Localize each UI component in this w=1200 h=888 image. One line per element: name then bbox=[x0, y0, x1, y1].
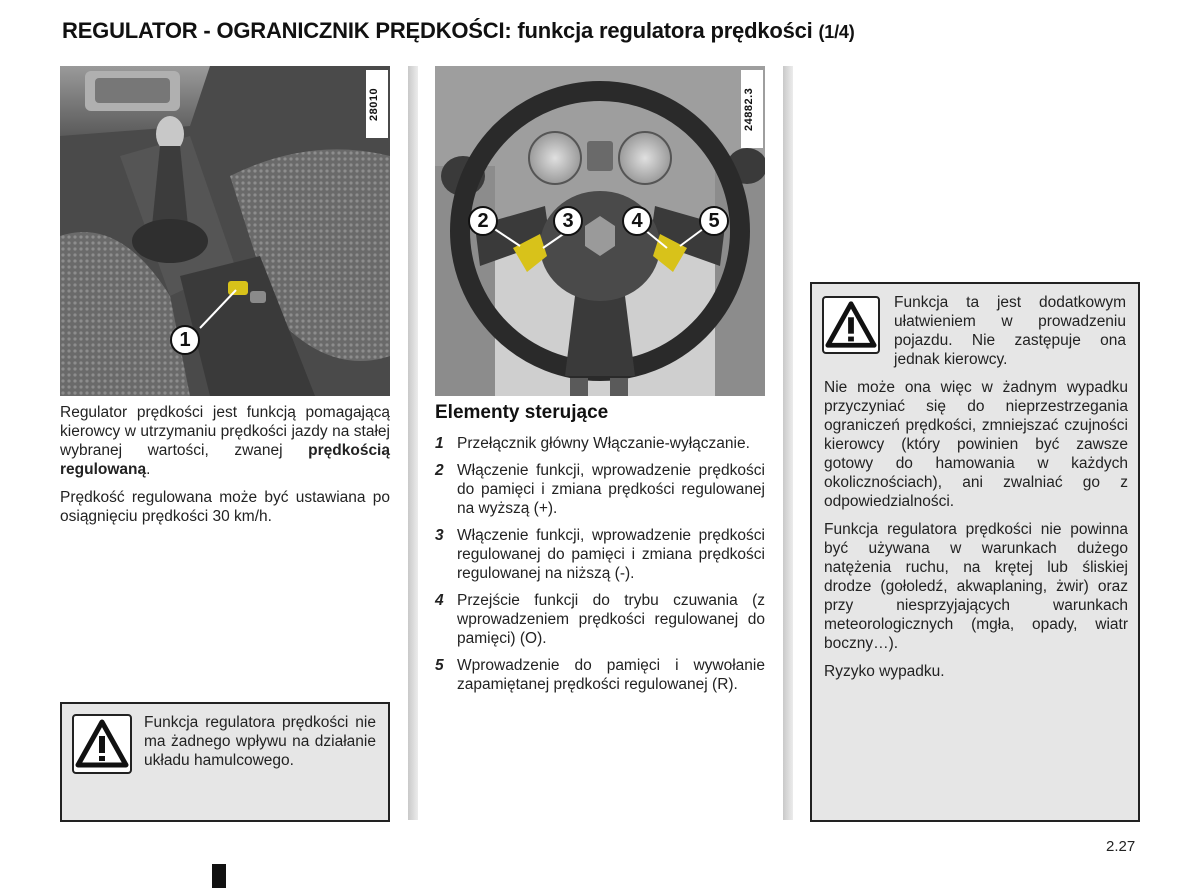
warning-paragraph: Funkcja regulatora prędkości nie powinna być używana w warunkach dużego natężenia ruchu, na krętej lub śliskiej drodze (gołoledź, akwaplaning, żwir) oraz przy niesprzyjających warunkach meteorologicznych (mgła, opady, wiatr boczny…). bbox=[824, 521, 1128, 652]
callout-2: 2 bbox=[468, 206, 498, 236]
figure-reference-code: 24882.3 bbox=[741, 70, 763, 148]
list-item bbox=[435, 656, 765, 694]
console-photo bbox=[60, 66, 390, 396]
intro-text: Regulator prędkości jest funkcją pomagającą kierowcy w utrzymaniu prędkości jazdy na stałej wybranej wartości, zwanej bbox=[60, 404, 390, 459]
column-separator bbox=[408, 66, 418, 820]
list-item bbox=[435, 591, 765, 648]
item-number: 1 bbox=[435, 435, 444, 452]
callout-3: 3 bbox=[553, 206, 583, 236]
title-main: REGULATOR - OGRANICZNIK PRĘDKOŚCI: bbox=[62, 18, 512, 43]
figure-reference-code: 28010 bbox=[366, 70, 388, 138]
intro-bold-term: prędkością regulowaną bbox=[60, 442, 390, 478]
page-title bbox=[62, 18, 1162, 44]
controls-heading: Elementy sterujące bbox=[435, 402, 609, 423]
warning-box-brakes bbox=[60, 702, 390, 822]
item-number: 2 bbox=[435, 462, 444, 479]
warning-box-driver-responsibility bbox=[810, 282, 1140, 822]
footer-marker bbox=[212, 864, 226, 888]
warning-paragraph: Ryzyko wypadku. bbox=[824, 663, 945, 680]
list-item bbox=[435, 461, 765, 518]
list-item bbox=[435, 434, 765, 453]
warning-text: Funkcja regulatora prędkości nie ma żadnego wpływu na działanie układu hamulcowego. bbox=[144, 714, 376, 769]
item-text: Włączenie funkcji, wprowadzenie prędkości do pamięci i zmiana prędkości regulowanej na wyższą (+). bbox=[457, 462, 765, 517]
item-text: Przełącznik główny Włączanie-wyłączanie. bbox=[457, 435, 750, 452]
title-page-indicator: (1/4) bbox=[818, 22, 855, 42]
item-text: Wprowadzenie do pamięci i wywołanie zapamiętanej prędkości regulowanej (R). bbox=[457, 657, 765, 693]
item-text: Przejście funkcji do trybu czuwania (z wprowadzeniem prędkości regulowanej do pamięci) (O). bbox=[457, 592, 765, 647]
item-text: Włączenie funkcji, wprowadzenie prędkości regulowanej do pamięci i zmiana prędkości regulowanej na niższą (-). bbox=[457, 527, 765, 582]
intro-paragraph-2: Prędkość regulowana może być ustawiana po osiągnięciu prędkości 30 km/h. bbox=[60, 489, 390, 525]
column-separator bbox=[783, 66, 793, 820]
warning-triangle-icon bbox=[72, 714, 132, 774]
warning-intro-text: Funkcja ta jest dodatkowym ułatwieniem w prowadzeniu pojazdu. Nie zastępuje ona jednak kierowcy. bbox=[894, 294, 1126, 368]
intro-paragraph-1 bbox=[60, 403, 390, 479]
callout-1: 1 bbox=[170, 325, 200, 355]
warning-triangle-icon bbox=[822, 296, 880, 354]
warning-paragraph: Nie może ona więc w żadnym wypadku przyczyniać się do nieprzestrzegania ograniczeń prędkości, zmniejszać czujności kierowcy (który powinien być zawsze gotowy do hamowania w każdych okolicznościach), ani zwalniać go z odpowiedzialności. bbox=[824, 379, 1128, 510]
title-sub: funkcja regulatora prędkości bbox=[517, 18, 813, 43]
callout-5: 5 bbox=[699, 206, 729, 236]
item-number: 5 bbox=[435, 657, 444, 674]
item-number: 4 bbox=[435, 592, 444, 609]
warning-body bbox=[824, 378, 1128, 690]
console-illustration bbox=[60, 66, 390, 396]
steering-wheel-photo bbox=[435, 66, 765, 396]
list-item bbox=[435, 526, 765, 583]
controls-list bbox=[435, 434, 765, 702]
item-number: 3 bbox=[435, 527, 444, 544]
callout-4: 4 bbox=[622, 206, 652, 236]
page-number: 2.27 bbox=[1106, 838, 1136, 855]
intro-end: . bbox=[146, 461, 151, 478]
